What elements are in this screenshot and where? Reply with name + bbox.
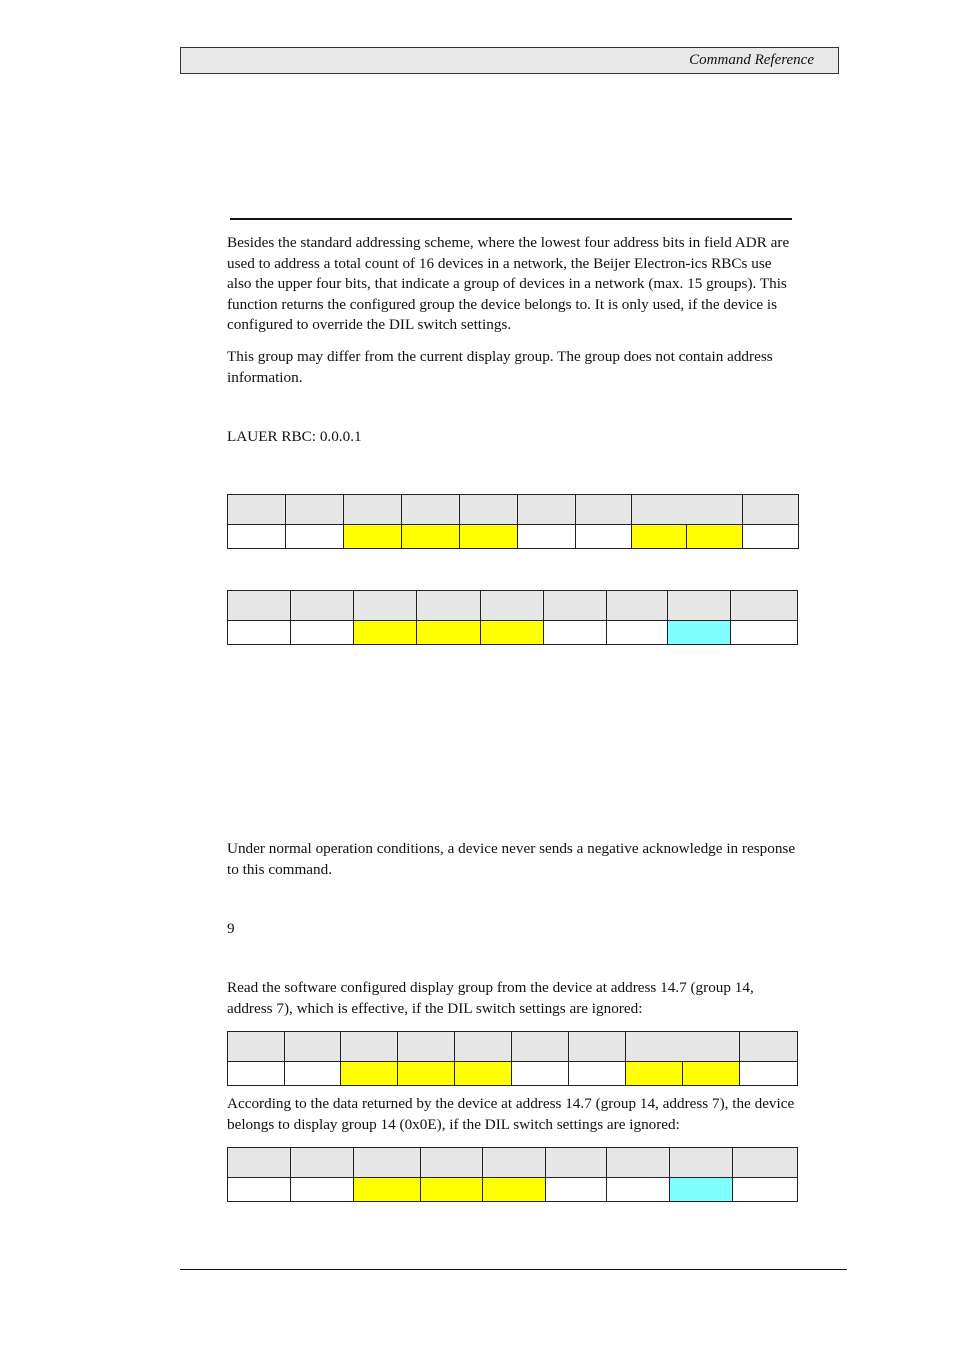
frame-cell (291, 591, 354, 621)
frame-value-cell (576, 525, 632, 549)
frame-value-cell (668, 621, 731, 645)
section-divider (230, 218, 792, 220)
frame-value-cell (518, 525, 576, 549)
frame-value-cell (398, 1062, 455, 1086)
frame-cell (626, 1032, 740, 1062)
frame-value-cell (544, 621, 607, 645)
frame-value-cell (626, 1062, 683, 1086)
frame-value-cell (569, 1062, 626, 1086)
request-frame-table (227, 494, 799, 549)
example-request-frame-table (227, 1031, 798, 1086)
frame-cell (607, 591, 668, 621)
frame-cell (569, 1032, 626, 1062)
frame-value-cell (731, 621, 798, 645)
frame-value-cell (285, 1062, 341, 1086)
frame-value-cell (417, 621, 481, 645)
frame-value-cell (687, 525, 743, 549)
frame-value-cell (354, 621, 417, 645)
frame-cell (483, 1148, 546, 1178)
frame-cell (743, 495, 799, 525)
frame-header-row (228, 1148, 798, 1178)
frame-cell (670, 1148, 733, 1178)
frame-header-row (228, 495, 799, 525)
frame-value-cell (402, 525, 460, 549)
frame-value-cell (481, 621, 544, 645)
frame-value-cell (228, 525, 286, 549)
frame-value-cell (228, 1062, 285, 1086)
frame-value-cell (228, 621, 291, 645)
frame-cell (421, 1148, 483, 1178)
frame-value-cell (670, 1178, 733, 1202)
frame-cell (731, 591, 798, 621)
frame-value-cell (344, 525, 402, 549)
frame-value-row (228, 1178, 798, 1202)
frame-value-cell (607, 621, 668, 645)
command-number: 9 (227, 920, 235, 937)
footer-divider (180, 1269, 847, 1270)
frame-value-cell (341, 1062, 398, 1086)
frame-cell (740, 1032, 798, 1062)
frame-cell (228, 495, 286, 525)
frame-cell (607, 1148, 670, 1178)
frame-cell (512, 1032, 569, 1062)
frame-cell (544, 591, 607, 621)
frame-value-cell (228, 1178, 291, 1202)
example-request-paragraph: Read the software configured display group from the device at address 14.7 (group 14, address 7), which is effective, if the DIL switch settings are ignored: (227, 979, 754, 1017)
frame-value-cell (632, 525, 687, 549)
frame-cell (341, 1032, 398, 1062)
frame-value-cell (354, 1178, 421, 1202)
frame-value-cell (512, 1062, 569, 1086)
frame-cell (354, 1148, 421, 1178)
frame-header-row (228, 591, 798, 621)
frame-cell (518, 495, 576, 525)
header-title: Command Reference (689, 52, 814, 68)
frame-cell (576, 495, 632, 525)
frame-value-cell (286, 525, 344, 549)
example-response-frame-table (227, 1147, 798, 1202)
frame-value-row (228, 1062, 798, 1086)
availability-text: LAUER RBC: 0.0.0.1 (227, 428, 362, 445)
intro-paragraph: Besides the standard addressing scheme, where the lowest four address bits in field ADR are used to address a total count of 16 devices in a network, the Beijer Electron-ics RBCs use also the upper four bits, that indicate a group of devices in a network (max. 15 groups). This function returns the configured group the device belongs to. It is only used, if the device is configured to override the DIL switch settings. (227, 234, 790, 333)
frame-value-cell (740, 1062, 798, 1086)
frame-value-cell (455, 1062, 512, 1086)
frame-cell (285, 1032, 341, 1062)
frame-cell (668, 591, 731, 621)
frame-value-cell (683, 1062, 740, 1086)
frame-value-cell (733, 1178, 798, 1202)
frame-cell (481, 591, 544, 621)
frame-cell (455, 1032, 512, 1062)
frame-value-cell (291, 621, 354, 645)
frame-cell (228, 1032, 285, 1062)
frame-value-cell (483, 1178, 546, 1202)
response-frame-table (227, 590, 798, 645)
frame-cell (344, 495, 402, 525)
frame-header-row (228, 1032, 798, 1062)
frame-cell (354, 591, 417, 621)
frame-value-row (228, 525, 799, 549)
frame-value-cell (607, 1178, 670, 1202)
frame-cell (402, 495, 460, 525)
frame-value-cell (291, 1178, 354, 1202)
frame-value-cell (743, 525, 799, 549)
frame-value-cell (546, 1178, 607, 1202)
frame-value-row (228, 621, 798, 645)
example-response-paragraph: According to the data returned by the device at address 14.7 (group 14, address 7), the device belongs to display group 14 (0x0E), if the DIL switch settings are ignored: (227, 1095, 795, 1133)
frame-cell (291, 1148, 354, 1178)
frame-cell (460, 495, 518, 525)
frame-value-cell (460, 525, 518, 549)
frame-cell (632, 495, 743, 525)
frame-cell (546, 1148, 607, 1178)
page-header (180, 47, 839, 74)
frame-cell (417, 591, 481, 621)
nak-note-paragraph: Under normal operation conditions, a device never sends a negative acknowledge in response to this command. (227, 840, 796, 878)
frame-cell (286, 495, 344, 525)
frame-cell (228, 591, 291, 621)
frame-cell (398, 1032, 455, 1062)
frame-cell (733, 1148, 798, 1178)
frame-value-cell (421, 1178, 483, 1202)
group-note-paragraph: This group may differ from the current display group. The group does not contain address information. (227, 348, 773, 386)
frame-cell (228, 1148, 291, 1178)
